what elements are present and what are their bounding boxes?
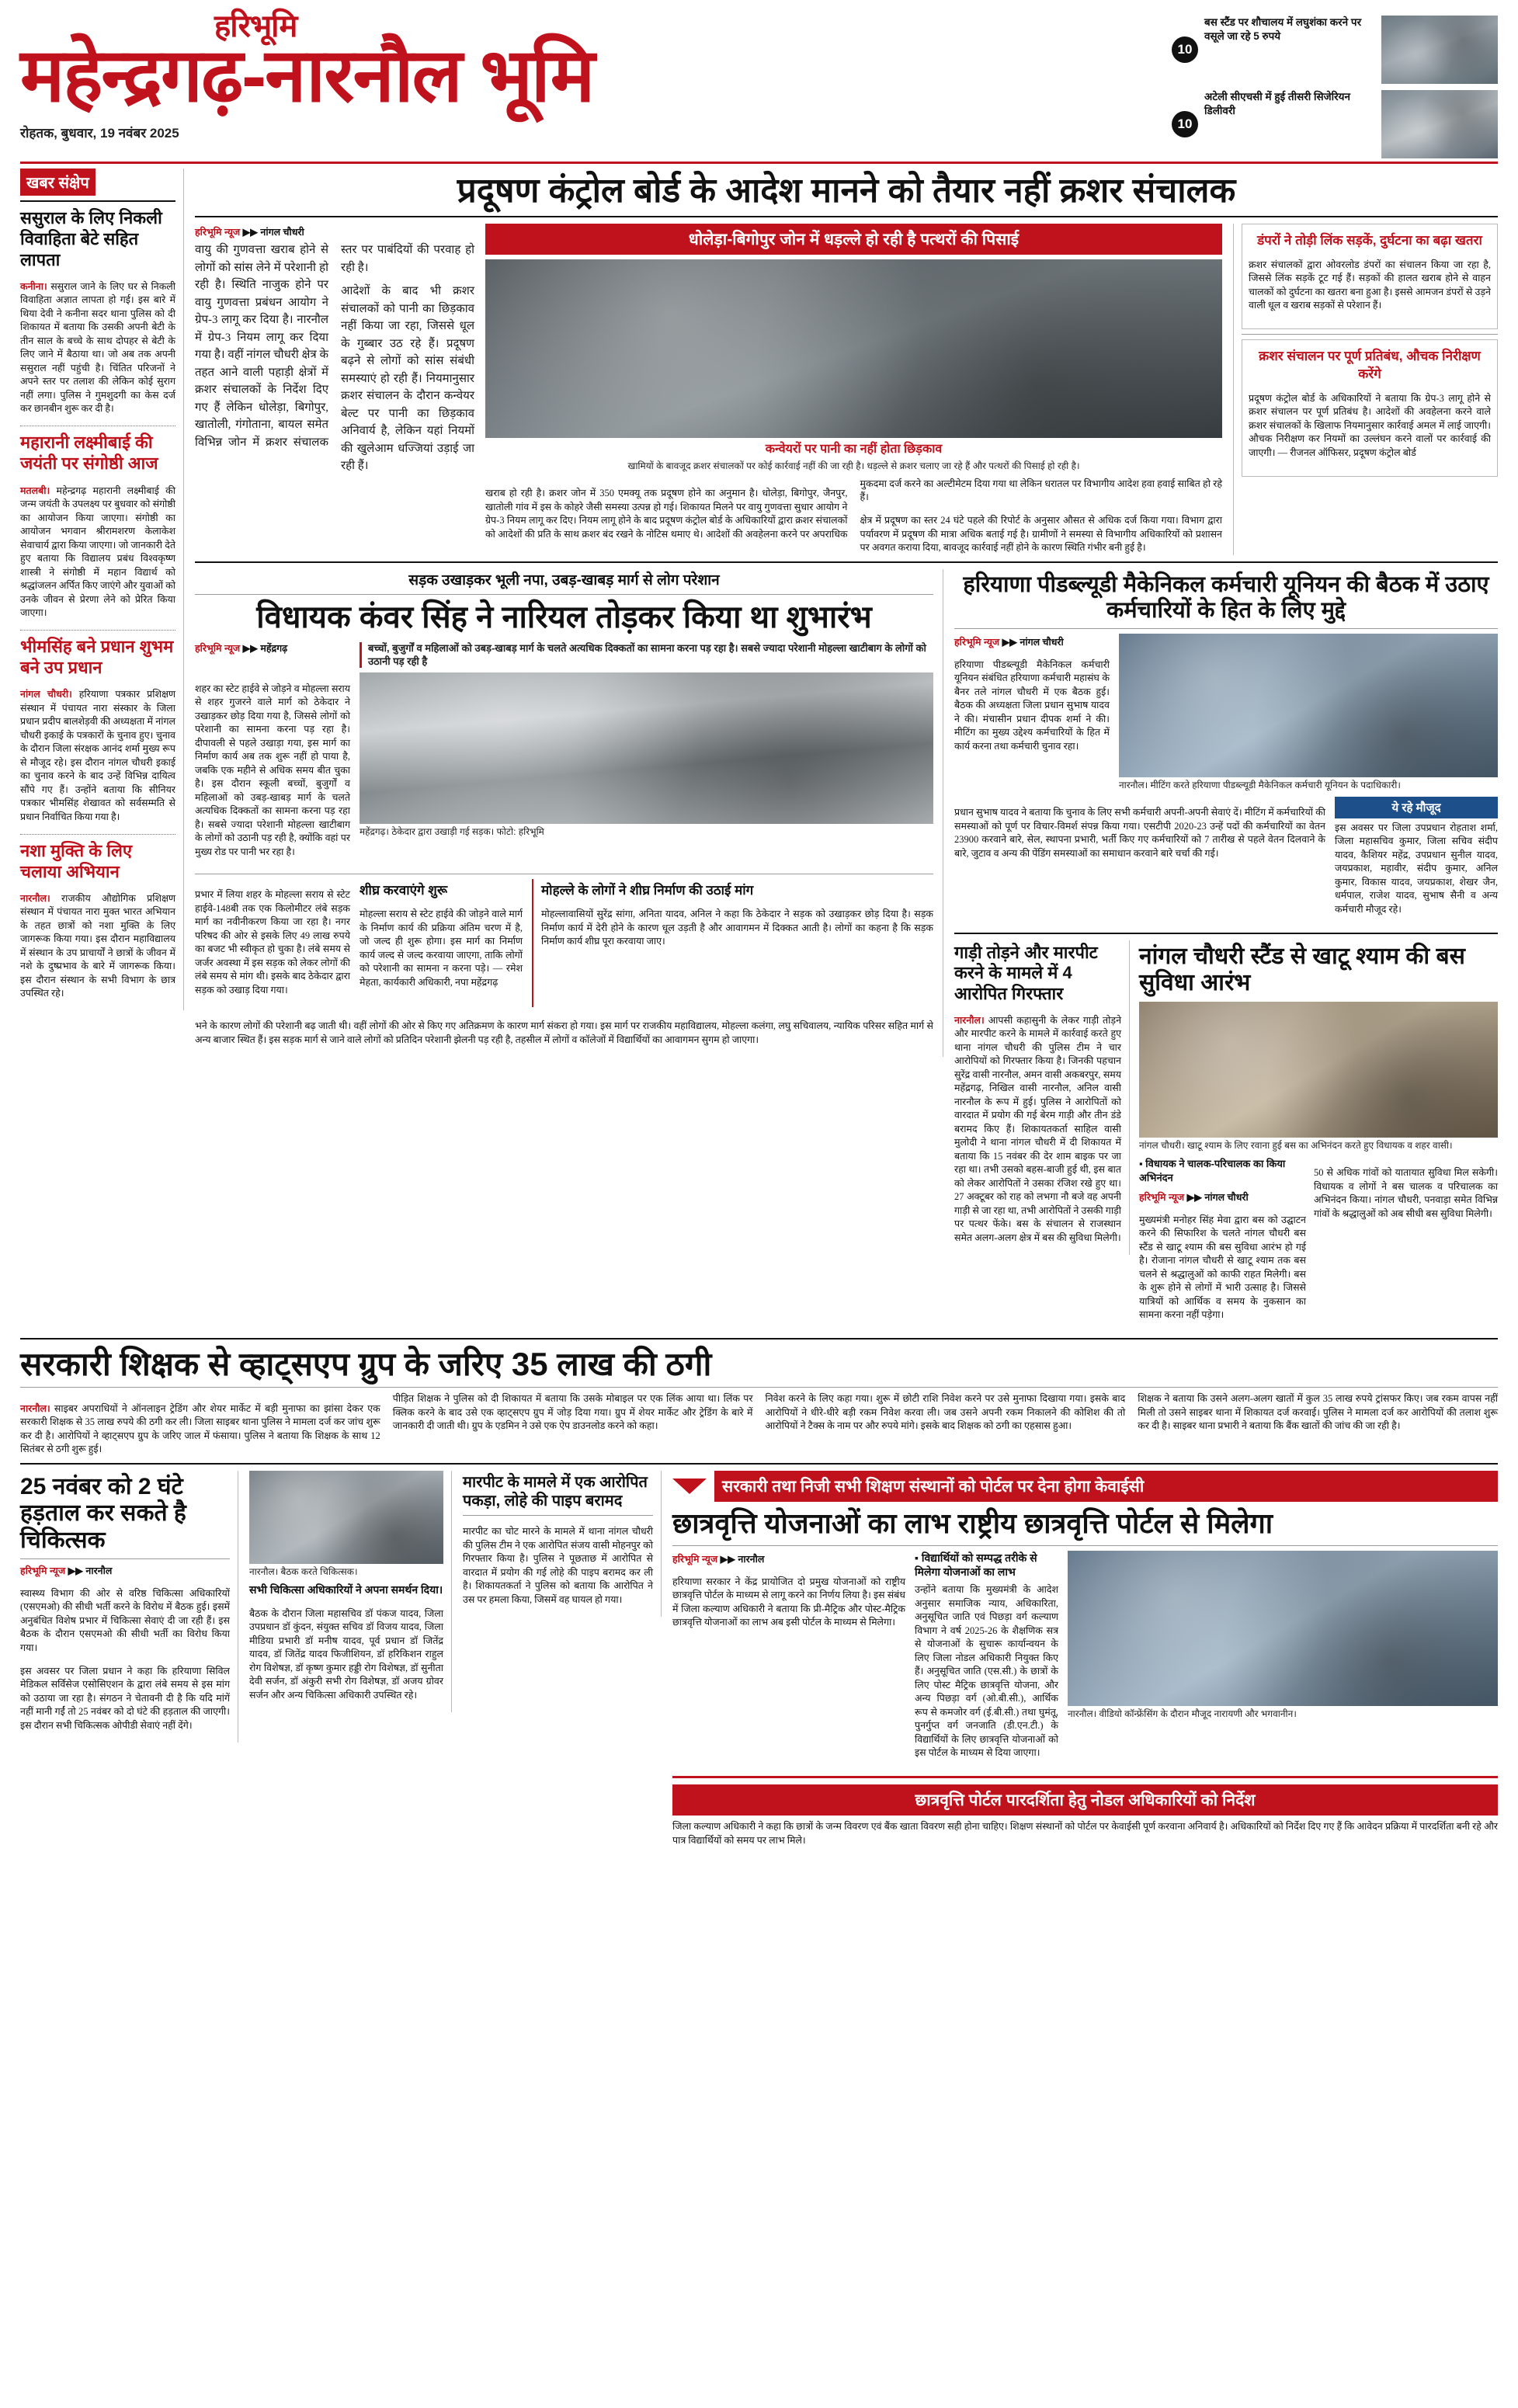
promo-photo [1381,90,1498,158]
road-story [195,569,943,1057]
sidebox [1242,224,1498,329]
road-byline: हरिभूमि न्यूज ▶▶ महेंद्रगढ़ [195,642,288,654]
scholarship-footer-text: जिला कल्याण अधिकारी ने कहा कि छात्रों के जन्म विवरण एवं बैंक खाता विवरण सही होना चाहिए। शिक्षण संस्थानों को पोर्टल पर केवाईसी पूर्ण करवाना अनिवार्य है। अधिकारियों को निर्देश दिए गए हैं कि आवेदन प्रक्रिया में पारदर्शिता बनी रहे और पात्र विद्यार्थियों को समय पर लाभ मिले। [672,1821,1498,1846]
brief-headline: महारानी लक्ष्मीबाई की जयंती पर संगोष्ठी आज [20,433,158,474]
promo-text: अटेली सीएचसी में हुई तीसरी सिजेरियन डिलीवरी [1204,91,1350,117]
lead-story [195,172,1498,555]
road-kicker: सड़क उखाड़कर भूली नपा, उबड़-खाबड़ मार्ग से लोग परेशान [408,572,720,589]
lead-red-banner: धोलेड़ा-बिगोपुर जोन में धड़ल्ले हो रही है पत्थरों की पिसाई [485,224,1222,255]
brief-dateline: नारनौल। [20,892,50,904]
lead-photo [485,259,1222,438]
scholarship-paragraph: उन्होंने बताया कि मुख्यमंत्री के आदेश अनुसार समाजिक न्याय, अधिकारिता, अनुसूचित जाति एवं पिछड़ा वर्ग कल्याण विभाग ने वर्ष 2025-26 के शैक्षणिक सत्र से योजनाओं के सुचारू कार्यान्वयन के लिए जिला नोडल अधिकारी नियुक्त किए हैं। अनुसूचित जाति (एस.सी.) के छात्रों के लिए पोस्ट मैट्रिक छात्रवृत्ति योजना, और अन्य पिछड़ा वर्ग (ओ.बी.सी.), आर्थिक रूप से कमजोर वर्ग (ई.बी.सी.) तथा घुमंतू, पुनर्गुप्त वर्ग जनजाति (डी.एन.टी.) के विद्यार्थियों के लिए छात्रवृत्ति योजनाओं को इस पोर्टल के माध्यम से दिया जाएगा। [915,1584,1058,1759]
pwd-present-head: ये रहे मौजूद [1335,797,1498,818]
road-box-1 [360,879,523,1007]
promo-photo [1381,16,1498,84]
masthead-left [20,11,593,141]
road-box-2 [532,879,933,1007]
road-photo-caption: महेंद्रगढ़। ठेकेदार द्वारा उखाड़ी गई सड़क। फोटो: हरिभूमि [360,826,544,838]
doctors-headline: 25 नवंबर को 2 घंटे हड़ताल कर सकते है चिकित्सक [20,1473,186,1553]
road-headline: विधायक कंवर सिंह ने नारियल तोड़कर किया था शुभारंभ [256,599,872,634]
pwd-column [954,569,1498,1333]
fraud-paragraph: पीड़ित शिक्षक ने पुलिस को दी शिकायत में बताया कि उसके मोबाइल पर एक लिंक आया था। लिंक पर क्लिक करने के बाद उसे एक व्हाट्सएप ग्रुप में जोड़ दिया गया। ग्रुप में शेयर मार्केट और ट्रेडिंग के बारे में जानकारी दी जाती थी। ग्रुप के एडमिन ने उसे एक ऐप डाउनलोड करने को कहा। [392,1393,753,1432]
sidebox-text: प्रदूषण कंट्रोल बोर्ड के अधिकारियों ने बताया कि ग्रेप-3 लागू होने से क्रशर संचालन पर पूर्ण प्रतिबंध है। आदेशों की अवहेलना करने वाले क्रशर संचालकों के खिलाफ नियमानुसार कार्रवाई अमल में लाई जाएगी। औचक निरीक्षण कर नियमों का उल्लंघन करने वालों पर कार्रवाई की जाएगी। — रीजनल ऑफिसर, प्रदूषण कंट्रोल बोर्ड [1249,392,1491,458]
sidebox-text: क्रशर संचालकों द्वारा ओवरलोड डंपरों का संचालन किया जा रहा है, जिससे लिंक सड़कें टूट गई हैं। सड़कों की हालत खराब होने से वाहन चालकों को दुर्घटना का खतरा बना हुआ है। इससे आमजन डंपरों से उड़ने वाली धूल व खराब सड़कों से परेशान हैं। [1249,259,1491,311]
page-title: महेन्द्रगढ़-नारनौल भूमि [20,34,594,117]
pwd-present-text: इस अवसर पर जिला उपप्रधान रोहताश शर्मा, जिला महासचिव कुमार, जिला सचिव संदीप यादव, कैशियर महेंद्र, उपप्रधान सुनील यादव, जयप्रकाश, महावीर, संदीप कुमार, अनिल कुमार, विकास यादव, जयप्रकाश, शेखर जैन, धर्मपाल, राजेश यादव, सुभाष सैनी व अन्य कर्मचारी मौजूद रहे। [1335,822,1498,915]
sidebox-headline: डंपरों ने तोड़ी लिंक सड़कें, दुर्घटना का बढ़ा खतरा [1257,233,1482,248]
pwd-photo-caption: नारनौल। मीटिंग करते हरियाणा पीडब्ल्यूडी मैकेनिकल कर्मचारी यूनियन के पदाधिकारी। [1119,780,1401,791]
masthead-date: रोहतक, बुधवार, 19 नवंबर 2025 [20,125,179,141]
road-paragraph: शहर का स्टेट हाईवे से जोड़ने व मोहल्ला सराय से शहर गुजरने वाले मार्ग को ठेकेदार ने उखाड़कर छोड़ दिया गया है, जिससे लोगों को परेशानी का सामना करना पड़ रहा है। दीपावली से पहले उखाड़ा गया, इस मार्ग का निर्माण कार्य अब तक शुरू नहीं हो पाया है, जबकि एक महीने से अधिक समय बीत चुका है। इस दौरान स्कूली बच्चों, बुजुर्गों व महिलाओं को उबड़-खाबड़ मार्ग के चलते अत्यधिक दिक्कतों का सामना करना पड़ रहा है। सबसे ज्यादा परेशानी मोहल्ला खाटीबाग के लोगों को उठानी पड़ रही है, क्योंकि वहां पर मुख्य रोड पर पानी भर रहा है। [195,683,350,857]
scholarship-photo-caption: नारनौल। वीडियो कॉन्फ्रेंसिंग के दौरान मौजूद नारायणी और भगवानीन। [1068,1708,1297,1720]
scholarship-box-head: ▪ विद्यार्थियों को सम्पद्ध तरीके से मिलेगा योजनाओं का लाभ [915,1551,1037,1579]
sidebox-headline: क्रशर संचालन पर पूर्ण प्रतिबंध, औचक निरीक्षण करेंगे [1259,349,1481,382]
doctors-byline: हरिभूमि न्यूज ▶▶ नारनौल [20,1565,113,1577]
pwd-photo [1119,634,1498,777]
brief-text: मतलबी। महेन्द्रगढ़ महारानी लक्ष्मीबाई की जन्म जयंती के उपलक्ष्य पर बुधवार को संगोष्ठी का आयोजन किया जाएगा। संगोष्ठी का आयोजन भगवान श्रीरामशरण केलाकेश सेवाचार्य द्वारा किया जाएगा। जो जानकारी देते हुए बताया कि विद्यालय प्रबंध विश्वकृष्ण शास्त्री ने संगोष्ठी में महान विद्यार्थ को श्रद्धांजलन अर्पित किए जाएंगे और युवाओं को उनके जीवन से प्रेरणा लेने को प्रेरित किया जाएगा। [20,485,175,619]
fraud-paragraph: शिक्षक ने बताया कि उसने अलग-अलग खातों में कुल 35 लाख रुपये ट्रांसफर किए। जब रकम वापस नहीं मिली तो उसने साइबर थाना में शिकायत दर्ज करवाई। पुलिस ने मामला दर्ज कर आरोपियों की तलाश शुरू कर दी है। साइबर थाना प्रभारी ने बताया कि बैंक खातों की जांच की जा रही है। [1138,1393,1498,1432]
road-photo [360,672,933,824]
brand-logo: हरिभूमि [214,9,297,43]
doctors-support-head: सभी चिकित्सा अधिकारियों ने अपना समर्थन दिया। [249,1583,443,1597]
promo-item[interactable] [1172,16,1498,84]
pwd-headline: हरियाणा पीडब्ल्यूडी मैकेनिकल कर्मचारी यूनियन की बैठक में उठाए कर्मचारियों के हित के लिए मुद्दे [963,572,1489,623]
pwd-byline: हरिभूमि न्यूज ▶▶ नांगल चौधरी [954,637,1064,648]
bus-byline: हरिभूमि न्यूज ▶▶ नांगल चौधरी [1139,1192,1249,1204]
bus-paragraph: 50 से अधिक गांवों को यातायात सुविधा मिल सकेगी। विधायक व लोगों ने बस चालक व परिचालक का अभिनंदन किया। नांगल चौधरी, पनवाड़ा समेत विभिन्न गांवों के श्रद्धालुओं को अब सीधी बस सुविधा मिलेगी। [1314,1167,1498,1219]
doctors-paragraph: इस अवसर पर जिला प्रधान ने कहा कि हरियाणा सिविल मेडिकल सर्विसेज एसोसिएशन के द्वारा लंबे समय से इस मांग को उठाया जा रहा है। संगठन ने चेतावनी दी है कि यदि मांगें नहीं मानी गईं तो 25 नवंबर को दो घंटे की हड़ताल की जाएगी। इस दौरान सभी चिकित्सक ओपीडी सेवाएं नहीं देंगे। [20,1665,230,1731]
road-box-1-text: मोहल्ला सराय से स्टेट हाईवे की जोड़ने वाले मार्ग के निर्माण कार्य की प्रक्रिया अंतिम चरण में है, जो जल्द ही शुरू होगा। इस मार्ग का निर्माण कार्य जल्द से जल्द करवाया जाएगा, ताकि लोगों को परेशानी का सामना न करना पड़े। — रमेश मेहता, कार्यकारी अधिकारी, नपा महेंद्रगढ़ [360,909,523,988]
sidebox [1242,339,1498,477]
pwd-present-box [1335,797,1498,926]
doctors-photo-col [249,1471,452,1712]
scholarship-story [672,1471,1498,1857]
fraud-paragraph: निवेश करने के लिए कहा गया। शुरू में छोटी राशि निवेश करने पर उसे मुनाफा दिखाया गया। इसके बाद आरोपियों ने धीरे-धीरे बड़ी रकम निवेश करवा ली। जब उसने अपनी रकम निकालने की कोशिश की तो आरोपियों ने टैक्स के नाम पर और रुपये मांगे। इसके बाद शिक्षक को ठगी का एहसास हुआ। [765,1393,1126,1432]
road-paragraph: भने के कारण लोगों की परेशानी बढ़ जाती थी। वहीं लोगों की ओर से किए गए अतिक्रमण के कारण मार्ग संकरा हो गया। इस मार्ग पर राजकीय महाविद्यालय, मोहल्ला कलंगा, लघु सचिवालय, न्यायिक परिसर सहित मार्ग से अन्य बाजार स्थित हैं। इस सड़क मार्ग से जाने वाले लोगों को प्रतिदिन परेशानी झेलनी पड़ रही है, तहसील में लोगों व कॉलेजों में विद्यार्थियों का आवागमन सुगम हो जाएगा। [195,1020,933,1045]
brief-dateline: कनीना। [20,280,47,292]
brief-headline: ससुराल के लिए निकली विवाहिता बेटे सहित लापता [20,208,162,269]
lead-photo-caption: खामियों के बावजूद क्रशर संचालकों पर कोई कार्रवाई नहीं की जा रही है। धड़ल्ले से क्रशर चलाए जा रहे हैं और पत्थरों की पिसाई हो रही है। [627,460,1080,472]
doctors-paragraph: स्वास्थ्य विभाग की ओर से वरिष्ठ चिकित्सा अधिकारियों (एसएमओ) की सीधी भर्ती करने के विरोध में बैठक हुई। इसमें अनुबंधित विशेष प्रभार में चिकित्सा सेवाएं दी जा रही हैं। इस बैठक के दौरान एसएमओ की सीधी भर्ती का विरोध किया गया। [20,1587,230,1653]
brief-text: कनीना। ससुराल जाने के लिए घर से निकली विवाहिता अज्ञात लापता हो गई। इस बारे में थिया देवी ने कनीना सदर थाना पुलिस को दी शिकायत में बताया कि उसकी अपनी बेटी के तीन साल के बच्चे के साथ दोपहर से बेटी के लिए जाने में बैठाया था। जो अब तक अपनी ससुराल नहीं पहुंची है। चिंतित परिजनों ने अपने स्तर पर तलाश की लेकिन कोई सुराग नहीं लगा। पुलिस ने गुमशुदगी का केस दर्ज कर छानबीन शुरू कर दी है। [20,280,176,415]
assault-headline: मारपीट के मामले में एक आरोपित पकड़ा, लोहे की पाइप बरामद [463,1473,648,1510]
fraud-headline: सरकारी शिक्षक से व्हाट्सएप ग्रुप के जरिए 35 लाख की ठगी [20,1346,712,1383]
scholarship-paragraph: हरियाणा सरकार ने केंद्र प्रायोजित दो प्रमुख योजनाओं को राष्ट्रीय छात्रवृत्ति पोर्टल के माध्यम से लागू करने का निर्णय लिया है। इस संबंध में जिला कल्याण अधिकारी ने बताया कि प्री-मैट्रिक और पोस्ट-मैट्रिक छात्रवृत्ति योजनाओं का लाभ अब इसी पोर्टल के माध्यम से मिलेगा। [672,1576,905,1628]
brief-dateline: मतलबी। [20,485,50,496]
road-box-1-head: शीघ्र करवाएंगे शुरू [360,882,448,898]
masthead [20,11,1498,164]
road-box-2-text: मोहल्लावासियों सुरेंद्र सांगा, अनिता यादव, अनिल ने कहा कि ठेकेदार ने सड़क को उखाड़कर छोड़ दिया है। सड़क निर्माण कार्य में देरी होने के कारण धूल उड़ती है और आवागमन में दिक्कत आती है। लोगों का कहना है कि सड़क निर्माण कार्य शीघ्र पूरा करवाया जाए। [541,909,933,947]
brief-item[interactable] [20,208,175,416]
brief-headline: नशा मुक्ति के लिए चलाया अभियान [20,840,133,881]
promo-page-number: 10 [1172,111,1198,137]
police-headline: गाड़ी तोड़ने और मारपीट करने के मामले में 4 आरोपित गिरफ्तार [954,942,1098,1003]
bus-paragraph: मुख्यमंत्री मनोहर सिंह मेवा द्वारा बस को उद्घाटन करने की सिफारिश के चलते नांगल चौधरी बस स्टैंड से खाटू श्याम की बस सुविधा आरंभ हो गई है। रोजाना नांगल चौधरी से खाटू श्याम तक बस चलने से श्रद्धालुओं को काफी राहत मिलेगी। बस के शुरू होने से लोगों में भारी उत्साह है। जिससे यात्रियों को आर्थिक व समय के नुकसान का सामना करना नहीं पड़ेगा। [1139,1214,1306,1321]
bus-sidehead: ▪ विधायक ने चालक-परिचालक का किया अभिनंदन [1139,1157,1286,1184]
bus-headline: नांगल चौधरी स्टैंड से खाटू श्याम की बस सुविधा आरंभ [1139,943,1465,996]
promo-text: बस स्टैंड पर शौचालय में लघुशंका करने पर वसूले जा रहे 5 रुपये [1204,16,1362,43]
doctors-photo [249,1471,443,1564]
brief-text: नांगल चौधरी। हरियाणा पत्रकार प्रशिक्षण संस्थान में पंचायत नारा संस्कार के जिला प्रधान प्रदीप बालशेड़वी की अध्यक्षता में नांगल चौधरी इकाई के पत्रकारों के चुनाव हुए। चुनाव के दौरान जिला संरक्षक आनंद शर्मा मुख्य रूप से मौजूद रहे। इस दौरान नांगल चौधरी इकाई का चुनाव करने के बाद उन्हें विभिन्न दायित्व सौंपे गए हैं। उन्होंने बताया कि सीनियर पत्रकार भीमसिंह शेखावत को सर्वसम्मति से प्रधान निर्वाचित किया गया है। [20,689,175,822]
rail-title: खबर संक्षेप [20,169,96,196]
road-paragraph: प्रभार में लिया शहर के मोहल्ला सराय से स्टेट हाईवे-148बी तक एक किलोमीटर लंबे सड़क मार्ग का नवीनीकरण किया जा रहा है। नगर परिषद की ओर से इसके लिए 49 लाख रुपये का बजट भी स्वीकृत हो चुका है। लंबे समय से जर्जर अवस्था में इस सड़क को लेकर लोगों की लंबे समय से मांग थी। इसके बाद ठेकेदार द्वारा सड़क को उखाड़ दिया गया। [195,889,350,996]
brief-headline: भीमसिंह बने प्रधान शुभम बने उप प्रधान [20,637,174,677]
promo-item[interactable] [1172,90,1498,158]
scholarship-headline: छात्रवृत्ति योजनाओं का लाभ राष्ट्रीय छात्रवृत्ति पोर्टल से मिलेगा [672,1506,1273,1539]
scholarship-byline: हरिभूमि न्यूज ▶▶ नारनौल [672,1554,765,1565]
lead-headline: प्रदूषण कंट्रोल बोर्ड के आदेश मानने को तैयार नहीं क्रशर संचालक [457,172,1236,210]
assault-story [463,1471,662,1617]
doctors-story [20,1471,238,1743]
assault-text: मारपीट का चोट मारने के मामले में थाना नांगल चौधरी की पुलिस टीम ने एक आरोपित संजय वासी मोहनपुर को गिरफ्तार किया है। पुलिस ने पूछताछ में आरोपित से वारदात में प्रयोग की गई लोहे की पाइप बरामद कर ली है। शिकायतकर्ता ने पुलिस को बताया कि आरोपित ने उस पर हमला किया, जिसमें वह घायल हो गया। [463,1526,653,1605]
police-story [954,940,1130,1255]
brief-item[interactable] [20,433,175,620]
news-brief-rail [20,169,184,1010]
brief-item[interactable] [20,637,175,824]
scholarship-red-banner: सरकारी तथा निजी सभी शिक्षण संस्थानों को पोर्टल पर देना होगा केवाईसी [714,1471,1498,1502]
lead-paragraph: क्षेत्र में प्रदूषण का स्तर 24 घंटे पहले की रिपोर्ट के अनुसार औसत से अधिक दर्ज किया गया। विभाग द्वारा पर्यावरण में प्रदूषण की मात्रा अधिक बताई गई है। ग्रामीणों ने समस्या से विभागीय अधिकारियों को प्रशासन पर अवगत कराया दिया, बावजूद कार्रवाई नहीं होने के कारण स्थिति गंभीर बनी हुई है। [860,515,1222,554]
brief-item[interactable] [20,841,175,1001]
police-dateline: नारनौल। [954,1014,985,1026]
lead-byline: हरिभूमि न्यूज ▶▶ नांगल चौधरी [195,227,304,238]
lead-photo-subhead: कन्वेयरों पर पानी का नहीं होता छिड़काव [765,443,943,457]
lead-paragraph: वायु की गुणवत्ता खराब होने से लोगों को सांस लेने में परेशानी हो रही है। स्थिति नाजुक होने पर वायु गुणवत्ता प्रबंधन आयोग ने ग्रेप-3 लागू कर दिया है। नारनौल में ग्रेप-3 नियम लागू कर दिया गया है। वहीं नांगल चौधरी क्षेत्र के तहत आने वाली पहाड़ी क्षेत्रों में क्रशर संचालकों के निर्देश दिए गए हैं लेकिन धोलेड़ा, बिगोपुर, खातोली, गंगोताना, बायल समेत विभिन्न जोन में क्रशर संचालक स्तर पर पाबंदियों की परवाह हो रही है। [195,244,474,449]
doctors-support-text: बैठक के दौरान जिला महासचिव डॉ पंकज यादव, जिला उपप्रधान डॉ कुंदन, संयुक्त सचिव डॉ विजय यादव, जिला मीडिया प्रभारी डॉ मनीष यादव, पूर्व प्रधान डॉ जितेंद्र यादव, डॉ जितेंद्र यादव फिजीशियन, डॉ हरिकिशन राहुल रोग विशेषज्ञ, डॉ कृष्ण कुमार हड्डी रोग विशेषज्ञ, डॉ सुनीता देवी सर्जन, डॉ अंकुरी सभी रोग विशेषज्ञ, डॉ अजय ग्रोवर सर्जन और अन्य चिकित्सा अधिकारी उपस्थित रहे। [249,1607,443,1701]
fraud-story [20,1346,1498,1457]
doctors-photo-caption: नारनौल। बैठक करते चिकित्सक। [249,1565,358,1577]
fraud-paragraph: नारनौल। साइबर अपराधियों ने ऑनलाइन ट्रेडिंग और शेयर मार्केट में बड़ी मुनाफा का झांसा देकर एक सरकारी शिक्षक से 35 लाख रुपये की ठगी कर ली। जिला साइबर थाना पुलिस ने मामला दर्ज कर जांच शुरू कर दी है। आरोपियों ने व्हाट्सएप ग्रुप के जरिए जाल में फंसाया। पुलिस ने बताया कि शिक्षक के साथ 12 सितंबर से ठगी शुरू हुई। [20,1402,380,1455]
pwd-paragraph: प्रधान सुभाष यादव ने बताया कि चुनाव के लिए सभी कर्मचारी अपनी-अपनी सेवाएं दें। मीटिंग में कर्मचारियों की समस्याओं को पूर्ण पर विचार-विमर्श संपन्न किया गया। एसटीपी 2020-23 उन्हें पदों की कर्मचारियों का वेतन 23900 करवाने बारे, सेल, स्थापना प्रभारी, भर्ती किए गए कर्मचारियों को 7 तारीख से पहले वेतन दिलवाने के बारे, जुटाव व अन्य की पेंडिंग समस्याओं का समाधान करवाने बारे चर्चा की गई। [954,807,1325,859]
pwd-paragraph: हरियाणा पीडब्ल्यूडी मैकेनिकल कर्मचारी यूनियन संबंधित हरियाणा कर्मचारी महासंघ के बैनर तले नांगल चौधरी में एक बैठक हुई। बैठक की अध्यक्षता जिला प्रधान सुभाष यादव ने की। मंचासीन प्रधान दीपक शर्मा ने की। मीटिंग का मुख्य उद्देश्य कर्मचारियों के हित में कार्य करना तथा कर्मचारी चुनाव रहा। [954,658,1110,752]
road-lead-caption: बच्चों, बुजुर्गों व महिलाओं को उबड़-खाबड़ मार्ग के चलते अत्यधिक दिक्कतों का सामना करना पड़ रहा है। सबसे ज्यादा परेशानी मोहल्ला खाटीबाग के लोगों को उठानी पड़ रही है [360,642,933,669]
down-arrow-icon [672,1479,707,1494]
masthead-promos [1172,11,1498,158]
bus-photo [1139,1002,1498,1138]
brief-text: नारनौल। राजकीय औद्योगिक प्रशिक्षण संस्थान में पंचायत नारा मुक्त भारत अभियान के तहत छात्रों को नशा मुक्ति के लिए जागरूक किया गया। इस दौरान महाविद्यालय में संस्थान के उप प्राचार्यों ने छात्रों के जीवन में नशे के दुष्प्रभाव के बारे में जागरूक किया। इस दौरान संस्थान के सभी विभाग के छात्र उपस्थित रहे। [20,892,175,999]
fraud-dateline: नारनौल। [20,1402,50,1414]
road-box-2-head: मोहल्ले के लोगों ने शीघ्र निर्माण की उठाई मांग [541,882,754,898]
lead-paragraph: आदेशों के बाद भी क्रशर संचालकों को पानी का छिड़काव नहीं किया जा रहा, जिससे धूल के गुब्बार उठ रहे हैं। प्रदूषण बढ़ने से लोगों को सांस संबंधी समस्याएं हो रही हैं। नियमानुसार क्रशर संचालन के दौरान कन्वेयर बेल्ट पर पानी का छिड़काव अनिवार्य है, लेकिन यहां नियमों की खुलेआम धज्जियां उड़ाई जा रही हैं। [341,285,474,473]
brief-dateline: नांगल चौधरी। [20,689,72,700]
scholarship-footer-banner: छात्रवृत्ति पोर्टल पारदर्शिता हेतु नोडल अधिकारियों को निर्देश [672,1784,1498,1816]
bus-story [1139,940,1498,1332]
lead-paragraph: खराब हो रही है। क्रशर जोन में 350 एमक्यू तक प्रदूषण होने का अनुमान है। धोलेड़ा, बिगोपुर, जैनपुर, खातोली गांव में इस के कोहरे जैसी समस्या उत्पन्न हो गई। शिकायत मिलने पर वायु गुणवत्ता सुधार आयोग ने ग्रेप-3 नियम लागू कर दिए। नियम लागू होने के बाद प्रदूषण कंट्रोल बोर्ड के अधिकारियों द्वारा क्रशर संचालकों को आदेशों की प्रति के साथ क्रशर बंद रखने के नोटिस थमाए थे। आदेशों की अवहेलना करने पर अपराधिक मुकदमा दर्ज करने का अल्टीमेटम दिया गया था लेकिन धरातल पर विभागीय आदेश हवा हवाई साबित हो रहे हैं। [485,478,1222,540]
police-text: नारनौल। आपसी कहासुनी के लेकर गाड़ी तोड़ने और मारपीट करने के मामले में कार्रवाई करते हुए थाना नांगल चौधरी की पुलिस टीम ने चार आरोपियों को गिरफ्तार किया है। जिनकी पहचान सुरेंद्र वासी नारनौल, अमन वासी अकबरपुर, समय महेंद्रगढ़, निखिल वासी नारनौल, अनिल वासी नारनौल के रूप में हुई। पुलिस ने आरोपितों को वारदात में प्रयोग की गई बेरम गाड़ी और तीन डंडे बरामद किए हैं। शिकायतकर्ता साहिल वासी मुलोदी ने थाना नांगल चौधरी में दी शिकायत में बताया कि 15 नवंबर की देर शाम बाइक पर जा रहा था। तभी उसको बहस-बाजी हुई थी, इस बात को लेकर आरोपितों ने उसका रंजिश रखे हुए था। 27 अक्टूबर को राह को लभगा नौ बजे वह अपनी गाड़ी से जा रहा था, तभी आरोपितों ने उसकी गाड़ी पर पत्थर फेंके। बस के संचालन से राजस्थान समेत अलग-अलग क्षेत्र में बस की सुविधा मिलेगी। [954,1014,1122,1243]
scholarship-photo [1068,1551,1498,1706]
promo-page-number: 10 [1172,36,1198,63]
bus-photo-caption: नांगल चौधरी। खाटू श्याम के लिए रवाना हुई बस का अभिनंदन करते हुए विधायक व शहर वासी। [1139,1139,1453,1151]
